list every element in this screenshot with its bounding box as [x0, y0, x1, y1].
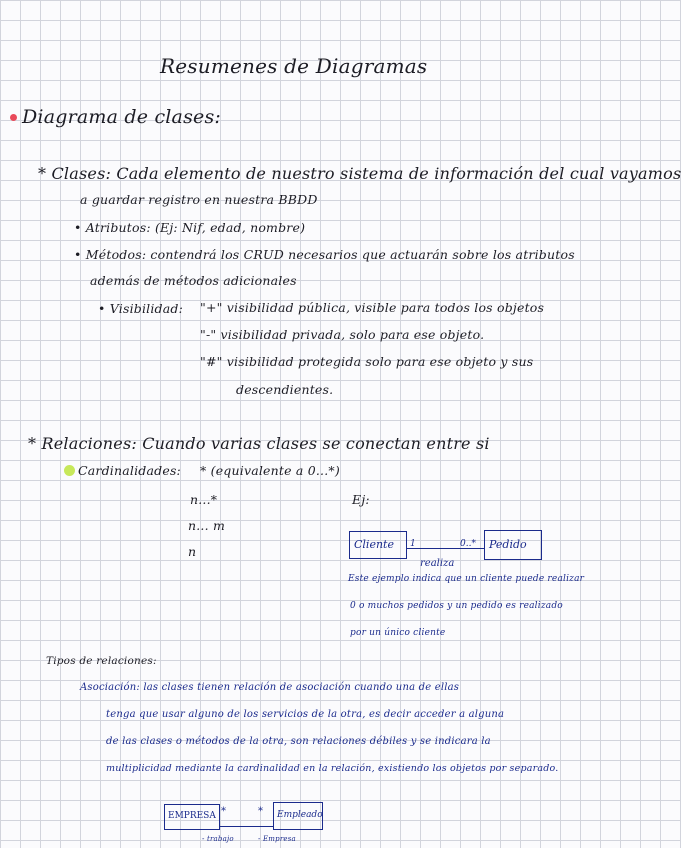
example-explanation-3: por un único cliente	[350, 628, 446, 638]
section-heading-diagrama-clases: Diagrama de clases:	[22, 106, 222, 128]
asociacion-text-4: multiplicidad mediante la cardinalidad en la relación, existiendo los objetos por separado.	[106, 763, 559, 774]
visibilidad-label: • Visibilidad:	[98, 301, 184, 316]
cardinalidad-n: n	[188, 544, 197, 559]
tipos-relaciones-label: Tipos de relaciones:	[46, 655, 157, 667]
bullet-dot	[10, 114, 17, 121]
relation-name: realiza	[420, 558, 455, 569]
example-explanation-2: 0 o muchos pedidos y un pedido es realizado	[350, 601, 563, 611]
visibilidad-protegida: "#" visibilidad protegida solo para ese objeto y sus	[200, 354, 534, 369]
visibilidad-privada: "-" visibilidad privada, solo para ese objeto.	[200, 327, 485, 342]
cardinalidad-n-star: n...*	[190, 492, 218, 507]
multiplicity-cliente: 1	[410, 539, 416, 549]
class-name-empleado: Empleado	[277, 810, 323, 820]
multiplicity-pedido: 0..*	[460, 539, 476, 549]
metodos-text-continued: además de métodos adicionales	[90, 273, 297, 288]
metodos-item: • Métodos: contendrá los CRUD necesarios que actuarán sobre los atributos	[74, 247, 575, 262]
association-line-2	[219, 826, 273, 827]
highlight-dot	[64, 465, 75, 476]
cardinalidad-n-m: n... m	[188, 518, 225, 533]
relaciones-label: * Relaciones: Cuando varias clases se conectan entre si	[28, 434, 490, 453]
class-name-cliente: Cliente	[354, 538, 394, 551]
page-title: Resumenes de Diagramas	[160, 54, 428, 78]
clases-label: * Clases: Cada elemento de nuestro sistema de información del cual vayamos	[38, 164, 681, 183]
cardinalidades-label: Cardinalidades:	[78, 463, 181, 478]
class-name-pedido: Pedido	[489, 538, 527, 551]
example-explanation-1: Este ejemplo indica que un cliente puede realizar	[348, 574, 585, 584]
asociacion-text-3: de las clases o métodos de la otra, son relaciones débiles y se indicara la	[106, 736, 491, 747]
visibilidad-publica: "+" visibilidad pública, visible para todos los objetos	[200, 300, 545, 315]
atributos-item: • Atributos: (Ej: Nif, edad, nombre)	[74, 220, 306, 235]
clases-text-continued: a guardar registro en nuestra BBDD	[80, 192, 318, 207]
cardinalidad-star: * (equivalente a 0...*)	[200, 463, 340, 478]
multiplicity-empresa: *	[221, 806, 226, 817]
asociacion-text-1: Asociación: las clases tienen relación de asociación cuando una de ellas	[80, 682, 460, 693]
role-empresa: - Empresa	[258, 835, 296, 843]
multiplicity-empleado: *	[258, 806, 263, 817]
class-name-empresa: EMPRESA	[168, 811, 216, 821]
role-trabajo: - trabajo	[202, 835, 234, 843]
asociacion-text-2: tenga que usar alguno de los servicios de la otra, es decir acceder a alguna	[106, 709, 505, 720]
visibilidad-protegida-continued: descendientes.	[236, 382, 334, 397]
example-label: Ej:	[352, 492, 370, 507]
